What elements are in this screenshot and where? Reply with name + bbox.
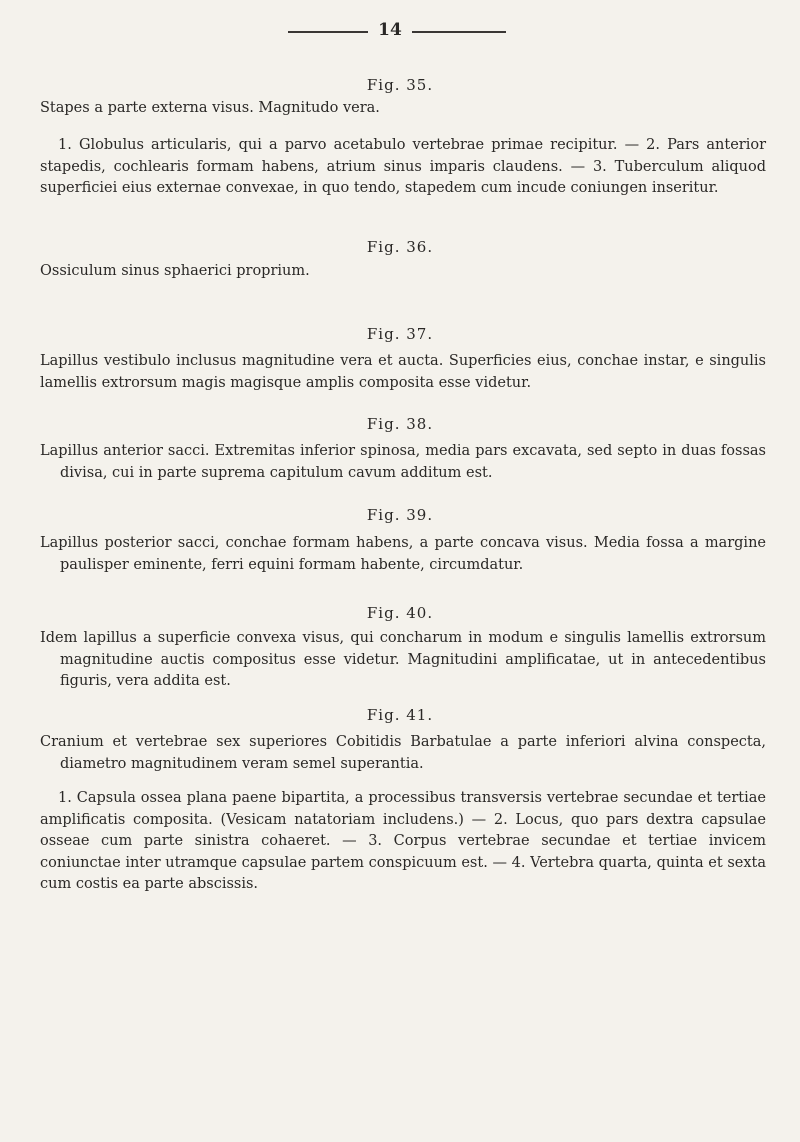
fig-40-heading: Fig. 40. [366,604,434,622]
fig-41-heading: Fig. 41. [366,706,434,724]
fig-36-heading: Fig. 36. [366,238,434,256]
fig-37-heading: Fig. 37. [366,325,434,343]
header-rule-left [288,31,368,33]
fig-41-caption: Cranium et vertebrae sex superiores Cobitidis Barbatulae a parte inferiori alvina conspecta, diametro magnitudinem veram semel superantia. [40,734,766,772]
header-rule-right [412,31,506,33]
fig-35-legend: 1. Globulus articularis, qui a parvo acetabulo vertebrae primae recipitur. — 2. Pars anterior stapedis, cochlearis formam habens, atrium sinus imparis claudens. — 3. Tuberculum aliquod superficiei eius externae convexae, in quo tendo, stapedem cum incude coniungen inseritur. [40,137,766,196]
fig-41-legend: 1. Capsula ossea plana paene bipartita, a processibus transversis vertebrae secundae et tertiae amplificatis composita. (Vesicam natatoriam includens.) — 2. Locus, quo pars dextra capsulae osseae cum parte sinistra cohaeret. — 3. Corpus vertebrae secundae et tertiae invicem coniunctae inter utramque capsulae partem conspicuum est. — 4. Vertebra quarta, quinta et sexta cum costis ea parte abscissis. [40,790,766,892]
fig-37-caption: Lapillus vestibulo inclusus magnitudine vera et aucta. Superficies eius, conchae instar, e singulis lamellis extrorsum magis magisque amplis composita esse videtur. [40,353,766,391]
fig-39-heading: Fig. 39. [366,506,434,524]
page-number: 14 [378,20,402,40]
fig-39-caption: Lapillus posterior sacci, conchae formam habens, a parte concava visus. Media fossa a margine paulisper eminente, ferri equini formam habente, circumdatur. [40,535,766,573]
fig-36-caption: Ossiculum sinus sphaerici proprium. [40,263,310,279]
fig-40-caption: Idem lapillus a superficie convexa visus, qui concharum in modum e singulis lamellis extrorsum magnitudine auctis compositus esse videtur. Magnitudini amplificatae, ut in antecedentibus figuris, vera addita est. [40,630,766,689]
fig-35-caption: Stapes a parte externa visus. Magnitudo vera. [40,100,380,116]
page-header [0,20,800,40]
fig-38-caption: Lapillus anterior sacci. Extremitas inferior spinosa, media pars excavata, sed septo in duas fossas divisa, cui in parte suprema capitulum cavum additum est. [40,443,766,481]
fig-35-heading: Fig. 35. [366,76,434,94]
fig-38-heading: Fig. 38. [366,415,434,433]
